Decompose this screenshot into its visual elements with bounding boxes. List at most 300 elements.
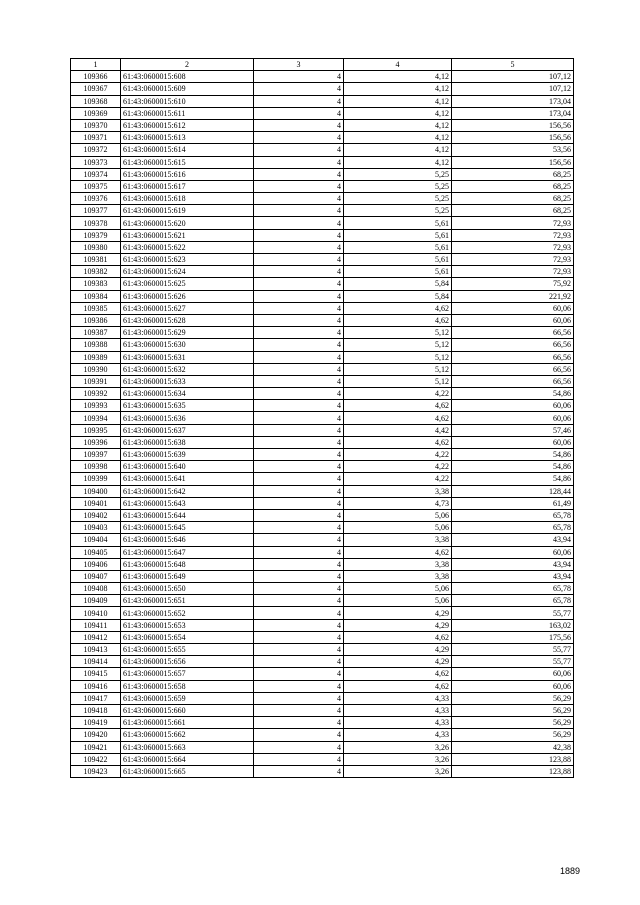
table-cell-col-4: 5,12: [344, 339, 452, 351]
table-cell-col-1: 109386: [71, 314, 121, 326]
table-cell-col-1: 109372: [71, 144, 121, 156]
table-cell-col-3: 4: [254, 302, 344, 314]
table-cell-col-5: 60,06: [452, 680, 574, 692]
table-cell-col-5: 60,06: [452, 412, 574, 424]
table-cell-col-4: 5,25: [344, 205, 452, 217]
table-cell-col-2: 61:43:0600015:661: [121, 717, 254, 729]
table-cell-col-1: 109383: [71, 278, 121, 290]
table-row: [71, 595, 574, 607]
table-cell-col-4: 5,25: [344, 180, 452, 192]
table-cell-col-4: 4,62: [344, 680, 452, 692]
table-cell-col-5: 75,92: [452, 278, 574, 290]
table-cell-col-1: 109398: [71, 461, 121, 473]
table-cell-col-3: 4: [254, 558, 344, 570]
table-row: [71, 729, 574, 741]
table-cell-col-1: 109420: [71, 729, 121, 741]
table-cell-col-4: 5,84: [344, 278, 452, 290]
table-cell-col-3: 4: [254, 327, 344, 339]
table-cell-col-1: 109369: [71, 107, 121, 119]
table-cell-col-2: 61:43:0600015:615: [121, 156, 254, 168]
table-cell-col-4: 4,12: [344, 144, 452, 156]
table-cell-col-4: 5,61: [344, 254, 452, 266]
table-cell-col-4: 4,73: [344, 497, 452, 509]
table-cell-col-5: 55,77: [452, 607, 574, 619]
column-header-5: 5: [452, 59, 574, 71]
table-cell-col-2: 61:43:0600015:665: [121, 765, 254, 777]
table-cell-col-3: 4: [254, 180, 344, 192]
table-cell-col-3: 4: [254, 314, 344, 326]
table-cell-col-2: 61:43:0600015:648: [121, 558, 254, 570]
table-cell-col-3: 4: [254, 522, 344, 534]
column-header-4: 4: [344, 59, 452, 71]
table-cell-col-4: 4,22: [344, 449, 452, 461]
table-cell-col-1: 109379: [71, 229, 121, 241]
table-cell-col-3: 4: [254, 449, 344, 461]
table-cell-col-4: 4,62: [344, 302, 452, 314]
table-cell-col-3: 4: [254, 741, 344, 753]
table-cell-col-5: 123,88: [452, 765, 574, 777]
table-cell-col-3: 4: [254, 765, 344, 777]
table-cell-col-1: 109421: [71, 741, 121, 753]
table-cell-col-5: 43,94: [452, 558, 574, 570]
table-cell-col-2: 61:43:0600015:650: [121, 583, 254, 595]
table-cell-col-2: 61:43:0600015:628: [121, 314, 254, 326]
table-cell-col-4: 4,22: [344, 461, 452, 473]
table-row: [71, 717, 574, 729]
table-cell-col-2: 61:43:0600015:659: [121, 692, 254, 704]
table-row: [71, 254, 574, 266]
table-cell-col-5: 156,56: [452, 156, 574, 168]
table-row: [71, 680, 574, 692]
table-cell-col-5: 156,56: [452, 119, 574, 131]
table-row: [71, 692, 574, 704]
table-cell-col-4: 4,29: [344, 656, 452, 668]
table-row: [71, 193, 574, 205]
table-cell-col-4: 3,38: [344, 534, 452, 546]
header-row: [71, 59, 574, 71]
table-cell-col-1: 109371: [71, 132, 121, 144]
table-cell-col-4: 5,25: [344, 168, 452, 180]
table-cell-col-4: 5,12: [344, 351, 452, 363]
table-cell-col-4: 3,26: [344, 765, 452, 777]
table-cell-col-1: 109391: [71, 375, 121, 387]
table-cell-col-5: 68,25: [452, 193, 574, 205]
table-cell-col-2: 61:43:0600015:656: [121, 656, 254, 668]
table-row: [71, 132, 574, 144]
table-cell-col-2: 61:43:0600015:622: [121, 241, 254, 253]
table-cell-col-3: 4: [254, 339, 344, 351]
table-cell-col-3: 4: [254, 509, 344, 521]
table-cell-col-2: 61:43:0600015:632: [121, 363, 254, 375]
table-row: [71, 168, 574, 180]
table-cell-col-2: 61:43:0600015:645: [121, 522, 254, 534]
table-cell-col-2: 61:43:0600015:625: [121, 278, 254, 290]
table-cell-col-3: 4: [254, 83, 344, 95]
table-row: [71, 205, 574, 217]
table-cell-col-4: 4,62: [344, 412, 452, 424]
table-cell-col-1: 109367: [71, 83, 121, 95]
table-cell-col-4: 4,62: [344, 631, 452, 643]
table-cell-col-2: 61:43:0600015:664: [121, 753, 254, 765]
table-cell-col-5: 107,12: [452, 83, 574, 95]
table-cell-col-4: 4,12: [344, 83, 452, 95]
table-cell-col-1: 109388: [71, 339, 121, 351]
table-cell-col-1: 109381: [71, 254, 121, 266]
table-cell-col-1: 109380: [71, 241, 121, 253]
table-cell-col-4: 5,61: [344, 241, 452, 253]
table-cell-col-1: 109406: [71, 558, 121, 570]
table-cell-col-1: 109382: [71, 266, 121, 278]
table-cell-col-2: 61:43:0600015:642: [121, 485, 254, 497]
table-cell-col-5: 68,25: [452, 168, 574, 180]
table-cell-col-2: 61:43:0600015:617: [121, 180, 254, 192]
table-cell-col-1: 109370: [71, 119, 121, 131]
table-cell-col-5: 65,78: [452, 509, 574, 521]
table-cell-col-5: 66,56: [452, 327, 574, 339]
column-header-2: 2: [121, 59, 254, 71]
table-cell-col-5: 68,25: [452, 205, 574, 217]
table-cell-col-4: 4,12: [344, 156, 452, 168]
table-cell-col-4: 5,61: [344, 217, 452, 229]
table-cell-col-1: 109378: [71, 217, 121, 229]
table-cell-col-4: 4,12: [344, 132, 452, 144]
table-cell-col-1: 109403: [71, 522, 121, 534]
table-cell-col-2: 61:43:0600015:627: [121, 302, 254, 314]
table-cell-col-4: 4,12: [344, 119, 452, 131]
table-cell-col-1: 109394: [71, 412, 121, 424]
table-cell-col-5: 43,94: [452, 534, 574, 546]
table-row: [71, 522, 574, 534]
table-cell-col-4: 4,33: [344, 717, 452, 729]
table-cell-col-5: 123,88: [452, 753, 574, 765]
table-cell-col-4: 3,26: [344, 741, 452, 753]
table-row: [71, 485, 574, 497]
table-cell-col-2: 61:43:0600015:620: [121, 217, 254, 229]
table-cell-col-2: 61:43:0600015:612: [121, 119, 254, 131]
table-row: [71, 363, 574, 375]
table-cell-col-4: 4,33: [344, 704, 452, 716]
table-cell-col-4: 5,61: [344, 229, 452, 241]
table-cell-col-5: 173,04: [452, 107, 574, 119]
table-cell-col-2: 61:43:0600015:639: [121, 449, 254, 461]
table-cell-col-2: 61:43:0600015:643: [121, 497, 254, 509]
table-row: [71, 119, 574, 131]
table-cell-col-2: 61:43:0600015:616: [121, 168, 254, 180]
table-cell-col-3: 4: [254, 595, 344, 607]
table-cell-col-3: 4: [254, 619, 344, 631]
table-cell-col-2: 61:43:0600015:621: [121, 229, 254, 241]
table-row: [71, 144, 574, 156]
table-cell-col-3: 4: [254, 424, 344, 436]
table-cell-col-4: 4,29: [344, 607, 452, 619]
table-cell-col-2: 61:43:0600015:636: [121, 412, 254, 424]
table-cell-col-1: 109376: [71, 193, 121, 205]
table-cell-col-1: 109401: [71, 497, 121, 509]
table-cell-col-5: 42,38: [452, 741, 574, 753]
table-cell-col-3: 4: [254, 473, 344, 485]
table-cell-col-3: 4: [254, 193, 344, 205]
table-cell-col-5: 43,94: [452, 570, 574, 582]
table-cell-col-3: 4: [254, 656, 344, 668]
table-cell-col-4: 4,62: [344, 436, 452, 448]
table-cell-col-3: 4: [254, 388, 344, 400]
table-cell-col-4: 5,06: [344, 595, 452, 607]
table-cell-col-5: 128,44: [452, 485, 574, 497]
table-cell-col-5: 60,06: [452, 436, 574, 448]
table-cell-col-5: 60,06: [452, 546, 574, 558]
table-cell-col-5: 65,78: [452, 583, 574, 595]
table-cell-col-2: 61:43:0600015:635: [121, 400, 254, 412]
table-row: [71, 704, 574, 716]
table-cell-col-4: 5,12: [344, 375, 452, 387]
table-row: [71, 461, 574, 473]
table-cell-col-4: 3,38: [344, 485, 452, 497]
table-cell-col-1: 109418: [71, 704, 121, 716]
table-cell-col-2: 61:43:0600015:626: [121, 290, 254, 302]
table-cell-col-3: 4: [254, 266, 344, 278]
table-cell-col-3: 4: [254, 229, 344, 241]
table-cell-col-4: 4,22: [344, 388, 452, 400]
table-cell-col-3: 4: [254, 534, 344, 546]
table-cell-col-4: 5,61: [344, 266, 452, 278]
table-cell-col-1: 109413: [71, 644, 121, 656]
table-cell-col-3: 4: [254, 375, 344, 387]
table-row: [71, 278, 574, 290]
table-cell-col-2: 61:43:0600015:614: [121, 144, 254, 156]
table-cell-col-3: 4: [254, 485, 344, 497]
table-row: [71, 351, 574, 363]
table-row: [71, 741, 574, 753]
table-cell-col-1: 109415: [71, 668, 121, 680]
table-cell-col-5: 72,93: [452, 266, 574, 278]
table-cell-col-5: 72,93: [452, 229, 574, 241]
table-cell-col-2: 61:43:0600015:629: [121, 327, 254, 339]
table-cell-col-4: 4,62: [344, 546, 452, 558]
table-row: [71, 388, 574, 400]
table-cell-col-3: 4: [254, 717, 344, 729]
table-cell-col-2: 61:43:0600015:609: [121, 83, 254, 95]
table-cell-col-2: 61:43:0600015:624: [121, 266, 254, 278]
table-row: [71, 656, 574, 668]
table-cell-col-5: 173,04: [452, 95, 574, 107]
table-cell-col-3: 4: [254, 132, 344, 144]
table-cell-col-5: 65,78: [452, 522, 574, 534]
table-cell-col-5: 55,77: [452, 656, 574, 668]
table-row: [71, 412, 574, 424]
table-cell-col-3: 4: [254, 144, 344, 156]
table-cell-col-5: 66,56: [452, 339, 574, 351]
table-cell-col-2: 61:43:0600015:654: [121, 631, 254, 643]
table-cell-col-5: 60,06: [452, 302, 574, 314]
table-cell-col-3: 4: [254, 119, 344, 131]
table-cell-col-1: 109374: [71, 168, 121, 180]
table-row: [71, 631, 574, 643]
table-cell-col-5: 57,46: [452, 424, 574, 436]
table-cell-col-4: 5,25: [344, 193, 452, 205]
table-cell-col-3: 4: [254, 205, 344, 217]
table-cell-col-2: 61:43:0600015:663: [121, 741, 254, 753]
table-cell-col-3: 4: [254, 570, 344, 582]
table-cell-col-2: 61:43:0600015:646: [121, 534, 254, 546]
table-cell-col-1: 109393: [71, 400, 121, 412]
table-cell-col-1: 109377: [71, 205, 121, 217]
table-cell-col-3: 4: [254, 461, 344, 473]
table-cell-col-3: 4: [254, 156, 344, 168]
table-cell-col-2: 61:43:0600015:619: [121, 205, 254, 217]
table-row: [71, 217, 574, 229]
table-cell-col-5: 72,93: [452, 254, 574, 266]
table-cell-col-3: 4: [254, 497, 344, 509]
table-cell-col-2: 61:43:0600015:658: [121, 680, 254, 692]
table-cell-col-1: 109417: [71, 692, 121, 704]
table-row: [71, 339, 574, 351]
table-cell-col-5: 72,93: [452, 217, 574, 229]
table-row: [71, 570, 574, 582]
table-cell-col-1: 109389: [71, 351, 121, 363]
table-cell-col-5: 54,86: [452, 473, 574, 485]
table-cell-col-1: 109410: [71, 607, 121, 619]
table-row: [71, 509, 574, 521]
table-cell-col-3: 4: [254, 753, 344, 765]
table-cell-col-4: 5,06: [344, 583, 452, 595]
table-cell-col-1: 109368: [71, 95, 121, 107]
table-cell-col-3: 4: [254, 351, 344, 363]
table-cell-col-1: 109412: [71, 631, 121, 643]
table-cell-col-5: 72,93: [452, 241, 574, 253]
table-cell-col-3: 4: [254, 729, 344, 741]
table-cell-col-5: 56,29: [452, 692, 574, 704]
table-cell-col-3: 4: [254, 168, 344, 180]
table-cell-col-2: 61:43:0600015:631: [121, 351, 254, 363]
table-cell-col-1: 109375: [71, 180, 121, 192]
table-cell-col-1: 109397: [71, 449, 121, 461]
table-cell-col-1: 109387: [71, 327, 121, 339]
table-cell-col-3: 4: [254, 692, 344, 704]
table-row: [71, 107, 574, 119]
table-cell-col-5: 66,56: [452, 351, 574, 363]
table-cell-col-4: 4,62: [344, 668, 452, 680]
table-cell-col-1: 109400: [71, 485, 121, 497]
table-cell-col-2: 61:43:0600015:651: [121, 595, 254, 607]
column-header-3: 3: [254, 59, 344, 71]
table-row: [71, 644, 574, 656]
table-cell-col-5: 107,12: [452, 71, 574, 83]
table-cell-col-4: 5,12: [344, 363, 452, 375]
table-cell-col-3: 4: [254, 400, 344, 412]
table-cell-col-3: 4: [254, 644, 344, 656]
table-cell-col-2: 61:43:0600015:657: [121, 668, 254, 680]
table-cell-col-1: 109366: [71, 71, 121, 83]
table-cell-col-5: 66,56: [452, 363, 574, 375]
table-cell-col-3: 4: [254, 436, 344, 448]
table-cell-col-4: 5,12: [344, 327, 452, 339]
table-row: [71, 241, 574, 253]
table-cell-col-1: 109422: [71, 753, 121, 765]
table-cell-col-4: 4,62: [344, 314, 452, 326]
table-row: [71, 558, 574, 570]
table-cell-col-2: 61:43:0600015:613: [121, 132, 254, 144]
table-cell-col-5: 221,92: [452, 290, 574, 302]
table-cell-col-1: 109407: [71, 570, 121, 582]
table-cell-col-5: 53,56: [452, 144, 574, 156]
table-cell-col-2: 61:43:0600015:652: [121, 607, 254, 619]
table-cell-col-4: 3,26: [344, 753, 452, 765]
table-cell-col-2: 61:43:0600015:641: [121, 473, 254, 485]
table-cell-col-1: 109404: [71, 534, 121, 546]
table-cell-col-4: 4,33: [344, 729, 452, 741]
table-cell-col-2: 61:43:0600015:647: [121, 546, 254, 558]
table-cell-col-3: 4: [254, 680, 344, 692]
table-cell-col-4: 4,29: [344, 644, 452, 656]
table-cell-col-2: 61:43:0600015:634: [121, 388, 254, 400]
table-cell-col-2: 61:43:0600015:660: [121, 704, 254, 716]
table-cell-col-2: 61:43:0600015:637: [121, 424, 254, 436]
table-body: [71, 71, 574, 778]
table-cell-col-4: 4,29: [344, 619, 452, 631]
table-cell-col-4: 5,06: [344, 522, 452, 534]
table-cell-col-2: 61:43:0600015:638: [121, 436, 254, 448]
table-row: [71, 473, 574, 485]
table-cell-col-1: 109384: [71, 290, 121, 302]
table-cell-col-3: 4: [254, 217, 344, 229]
table-cell-col-1: 109385: [71, 302, 121, 314]
table-cell-col-3: 4: [254, 107, 344, 119]
table-row: [71, 266, 574, 278]
table-row: [71, 607, 574, 619]
table-row: [71, 497, 574, 509]
table-cell-col-3: 4: [254, 607, 344, 619]
table-cell-col-5: 56,29: [452, 729, 574, 741]
table-cell-col-5: 54,86: [452, 388, 574, 400]
table-cell-col-5: 54,86: [452, 461, 574, 473]
table-cell-col-1: 109392: [71, 388, 121, 400]
table-cell-col-3: 4: [254, 363, 344, 375]
table-cell-col-3: 4: [254, 668, 344, 680]
table-cell-col-2: 61:43:0600015:649: [121, 570, 254, 582]
table-cell-col-5: 56,29: [452, 704, 574, 716]
table-cell-col-5: 156,56: [452, 132, 574, 144]
table-cell-col-2: 61:43:0600015:610: [121, 95, 254, 107]
table-cell-col-1: 109423: [71, 765, 121, 777]
table-cell-col-1: 109408: [71, 583, 121, 595]
table-cell-col-1: 109416: [71, 680, 121, 692]
table-cell-col-1: 109390: [71, 363, 121, 375]
table-row: [71, 180, 574, 192]
table-cell-col-3: 4: [254, 704, 344, 716]
table-cell-col-4: 5,84: [344, 290, 452, 302]
table-cell-col-5: 66,56: [452, 375, 574, 387]
table-row: [71, 95, 574, 107]
table-cell-col-3: 4: [254, 290, 344, 302]
table-cell-col-4: 5,06: [344, 509, 452, 521]
table-cell-col-5: 60,06: [452, 314, 574, 326]
table-cell-col-5: 65,78: [452, 595, 574, 607]
table-row: [71, 327, 574, 339]
table-row: [71, 314, 574, 326]
table-row: [71, 400, 574, 412]
table-row: [71, 83, 574, 95]
table-cell-col-4: 3,38: [344, 558, 452, 570]
table-cell-col-1: 109395: [71, 424, 121, 436]
table-cell-col-5: 68,25: [452, 180, 574, 192]
table-row: [71, 619, 574, 631]
table-cell-col-1: 109399: [71, 473, 121, 485]
table-row: [71, 546, 574, 558]
table-cell-col-5: 61,49: [452, 497, 574, 509]
table-cell-col-5: 163,02: [452, 619, 574, 631]
table-cell-col-3: 4: [254, 241, 344, 253]
table-cell-col-3: 4: [254, 278, 344, 290]
